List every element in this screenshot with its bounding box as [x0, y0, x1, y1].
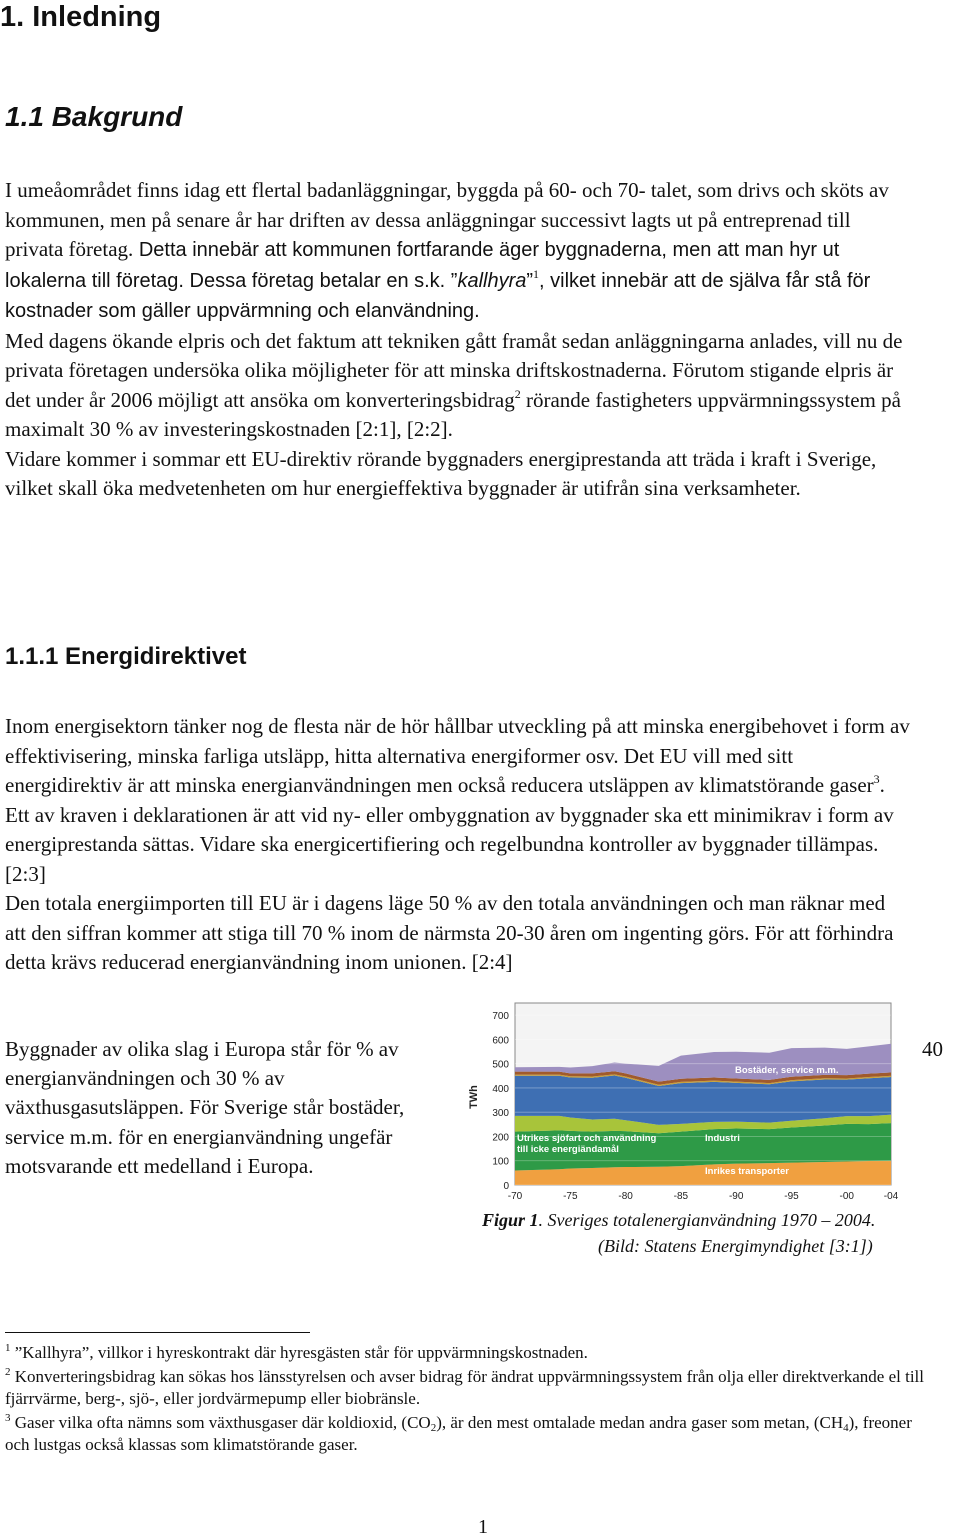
y-tick-label: 600	[492, 1035, 509, 1047]
footnote-ref-2[interactable]: 2	[514, 386, 521, 401]
subsection-heading: 1.1.1 Energidirektivet	[5, 643, 247, 670]
footnote-num: 1	[5, 1342, 11, 1354]
figure-label: Figur 1	[482, 1210, 539, 1230]
section-heading: 1.1 Bakgrund	[5, 101, 183, 132]
paragraph-text: . Ett av kraven i deklarationen är att vid ny- eller ombyggnation av byggnader ska ett minimikrav i form av energiprestanda sättas. Vidare ska energicertifiering och regelbundna kontroller av byggnader tillämpas. [2:3]	[5, 773, 894, 886]
chapter-heading: 1. Inledning	[0, 1, 162, 33]
paragraph-text: Detta innebär att kommunen fortfarande äger byggnaderna, men att man hyr ut lokalerna till företag. Dessa företag betalar en s.k. ”	[5, 239, 840, 292]
y-tick-label: 100	[492, 1156, 509, 1168]
series-label: Industri	[705, 1133, 740, 1144]
footnote-ref-3[interactable]: 3	[873, 772, 880, 786]
kallhyra-term: kallhyra	[457, 269, 527, 292]
subscript: 4	[843, 1421, 849, 1434]
x-tick-label: -85	[673, 1191, 689, 1202]
footnote-2	[5, 1366, 935, 1411]
figure-caption-text: . Sveriges totalenergianvändning 1970 – 2004.	[538, 1210, 876, 1230]
y-tick-label: 500	[492, 1059, 509, 1071]
footnote-num: 2	[5, 1365, 11, 1378]
y-tick-label: 200	[492, 1132, 509, 1144]
footnote-3	[5, 1412, 935, 1457]
side-text: Byggnader av olika slag i Europa står för % av energianvändningen och 30 % av växthusgasutsläppen. För Sverige står bostäder, service m.m. för en energianvändning ungefär motsvarande ett medelland i Europa.	[5, 1037, 405, 1178]
y-tick-label: 0	[503, 1181, 509, 1192]
paragraph-background	[5, 176, 910, 504]
paragraph-text: , vilket innebär att de själva får stå för kostnader som gäller uppvärmning och elanvändning.	[5, 269, 871, 322]
footnote-text: ), freoner och lustgas också klassas som klimatstörande gaser.	[5, 1412, 912, 1454]
page-number: 1	[478, 1516, 488, 1538]
footnote-num: 3	[5, 1411, 11, 1424]
paragraph-energy-directive	[5, 712, 910, 978]
paragraph-text: Med dagens ökande elpris och det faktum att tekniken gått framåt sedan anläggningarna anlades, vill nu de privata företagen undersöka olika möjligheter för att minska driftskostnaderna. Förutom stigande elpris är det under år 2006 möjligt att ansöka om konverteringsbidrag	[5, 328, 903, 412]
footnote-ref-1[interactable]: 1	[533, 266, 540, 281]
figure-source: (Bild: Statens Energimyndighet [3:1])	[598, 1236, 873, 1256]
series-label: till icke energiändamål	[517, 1144, 619, 1155]
energy-chart	[455, 995, 905, 1215]
x-tick-label: -70	[507, 1191, 523, 1202]
series-label: Inrikes transporter	[705, 1166, 789, 1177]
quote-mark: ”	[526, 269, 534, 292]
y-tick-label: 400	[492, 1083, 509, 1095]
x-tick-label: -04	[883, 1191, 899, 1202]
footnote-1	[5, 1342, 935, 1365]
paragraph-text: rörande fastigheters uppvärmningssystem på maximalt 30 % av investeringskostnaden [2:1], [2:2].	[5, 387, 901, 441]
energy-chart-svg	[455, 995, 905, 1215]
footnote-text: ), är den mest omtalade medan andra gaser som metan, (CH	[436, 1412, 844, 1432]
paragraph-directive: Vidare kommer i sommar ett EU-direktiv rörande byggnaders energiprestanda att träda i kraft i Sverige, vilket skall öka medvetenheten om hur energieffektiva byggnader är utifrån sina verksamheter.	[5, 446, 877, 500]
footnote-text: ”Kallhyra”, villkor i hyreskontrakt där hyresgästen står för uppvärmningskostnaden.	[10, 1343, 588, 1362]
subscript: 2	[430, 1421, 437, 1434]
y-axis-label: TWh	[468, 1085, 480, 1109]
footnote-divider	[5, 1332, 310, 1333]
paragraph-import: Den totala energiimporten till EU är i dagens läge 50 % av den totala användningen och man räknar med att den siffran kommer att stiga till 70 % inom de närmsta 20-30 åren om ingenting görs. För att förhindra detta krävs reducerad energianvändning inom unionen. [2:4]	[5, 891, 894, 974]
series-label: Bostäder, service m.m.	[735, 1065, 839, 1076]
figure-caption	[482, 1208, 875, 1232]
y-tick-label: 300	[492, 1108, 509, 1120]
paragraph-text: Inom energisektorn tänker nog de flesta när de hör hållbar utveckling på att minska energibehovet i form av effektivisering, minska farliga utsläpp, hitta alternativa energiformer osv. Det EU vill med sitt energidirektiv är att minska energianvändningen men också reducera utsläppen av klimatstörande gaser	[5, 714, 910, 797]
x-tick-label: -75	[563, 1191, 578, 1202]
series-label: Utrikes sjöfart och användning	[517, 1133, 657, 1144]
x-tick-label: -00	[839, 1191, 854, 1202]
y-tick-label: 700	[492, 1011, 509, 1023]
side-number: 40	[922, 1037, 943, 1061]
x-tick-label: -80	[618, 1191, 633, 1202]
footnote-text: Gaser vilka ofta nämns som växthusgaser där koldioxid, (CO	[10, 1412, 431, 1432]
footnote-text: Konverteringsbidrag kan sökas hos länsstyrelsen och avser bidrag för ändrat uppvärmningssystem från olja eller direktverkande el till fjärrvärme, berg-, sjö-, eller jordvärmepump eller biobränsle.	[5, 1366, 924, 1408]
paragraph-text: I umeåområdet finns idag ett flertal badanläggningar, byggda på 60- och 70- talet, som drivs och sköts av kommunen, men på senare år har driften av dessa anläggningar successivt lagts ut på entreprenad till privata företag.	[5, 178, 889, 261]
x-tick-label: -95	[784, 1191, 799, 1202]
footnotes	[5, 1342, 935, 1458]
x-tick-label: -90	[728, 1191, 744, 1202]
